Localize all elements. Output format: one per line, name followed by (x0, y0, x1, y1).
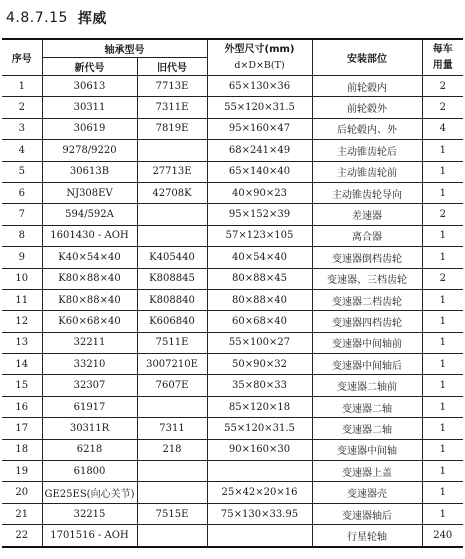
cell-quantity: 1 (422, 289, 463, 310)
cell-dimensions (207, 461, 312, 482)
cell-new-code: 61800 (42, 461, 137, 482)
cell-dimensions: 25×42×20×16 (207, 482, 312, 503)
table-row (2, 289, 463, 310)
cell-position: 变速器轴后 (312, 503, 422, 524)
cell-index: 3 (2, 118, 42, 139)
cell-quantity: 1 (422, 161, 463, 182)
bearing-table (2, 40, 463, 546)
cell-old-code: 42708K (137, 182, 207, 203)
cell-dimensions: 40×90×23 (207, 182, 312, 203)
cell-new-code: K60×68×40 (42, 311, 137, 332)
cell-new-code: 33210 (42, 354, 137, 375)
cell-quantity: 1 (422, 482, 463, 503)
cell-position: 主动锥齿轮后 (312, 140, 422, 161)
cell-old-code (137, 225, 207, 246)
cell-quantity: 1 (422, 332, 463, 353)
cell-index: 12 (2, 311, 42, 332)
cell-quantity: 1 (422, 418, 463, 439)
cell-dimensions: 75×130×33.95 (207, 503, 312, 524)
table-row (2, 418, 463, 439)
section-title: 挥威 (77, 11, 107, 27)
cell-position: 变速器倒档齿轮 (312, 247, 422, 268)
cell-old-code (137, 140, 207, 161)
cell-new-code: 6218 (42, 439, 137, 460)
cell-quantity: 1 (422, 439, 463, 460)
table-row (2, 332, 463, 353)
header-new-code: 新代号 (42, 58, 137, 76)
cell-position: 主动锥齿轮导向 (312, 182, 422, 203)
header-quantity-line2: 用量 (432, 59, 453, 71)
cell-position: 差速器 (312, 204, 422, 225)
cell-quantity: 1 (422, 182, 463, 203)
cell-old-code: 7311E (137, 97, 207, 118)
cell-old-code: 7819E (137, 118, 207, 139)
cell-old-code: 218 (137, 439, 207, 460)
table-row (2, 375, 463, 396)
cell-quantity: 1 (422, 140, 463, 161)
cell-dimensions: 55×120×31.5 (207, 97, 312, 118)
cell-quantity: 2 (422, 97, 463, 118)
cell-old-code: K405440 (137, 247, 207, 268)
cell-old-code (137, 525, 207, 546)
section-heading (6, 6, 107, 30)
cell-dimensions: 95×152×39 (207, 204, 312, 225)
header-quantity-line1: 每车 (432, 43, 453, 55)
cell-position: 变速器二档齿轮 (312, 289, 422, 310)
cell-new-code: 594/592A (42, 204, 137, 225)
cell-new-code: K40×54×40 (42, 247, 137, 268)
cell-position: 变速器、三档齿轮 (312, 268, 422, 289)
cell-old-code: K808845 (137, 268, 207, 289)
cell-new-code: 30311 (42, 97, 137, 118)
cell-dimensions: 55×100×27 (207, 332, 312, 353)
header-bearing-model: 轴承型号 (42, 40, 207, 58)
cell-quantity: 1 (422, 247, 463, 268)
cell-quantity: 2 (422, 76, 463, 97)
cell-index: 21 (2, 503, 42, 524)
cell-old-code: 7713E (137, 76, 207, 97)
cell-index: 17 (2, 418, 42, 439)
cell-position: 变速器二轴 (312, 396, 422, 417)
cell-old-code (137, 482, 207, 503)
cell-new-code: 32211 (42, 332, 137, 353)
header-quantity (422, 40, 463, 76)
cell-new-code: 1701516 - AOH (42, 525, 137, 546)
cell-index: 11 (2, 289, 42, 310)
cell-dimensions: 40×54×40 (207, 247, 312, 268)
cell-index: 5 (2, 161, 42, 182)
cell-position: 变速器中间轴 (312, 439, 422, 460)
cell-new-code: 30311R (42, 418, 137, 439)
cell-index: 2 (2, 97, 42, 118)
cell-quantity: 2 (422, 268, 463, 289)
cell-new-code: 30613 (42, 76, 137, 97)
cell-new-code: 1601430 - AOH (42, 225, 137, 246)
cell-old-code: K808840 (137, 289, 207, 310)
header-dimensions (207, 40, 312, 76)
header-index: 序号 (2, 40, 42, 76)
cell-quantity: 1 (422, 311, 463, 332)
cell-index: 9 (2, 247, 42, 268)
cell-dimensions: 65×140×40 (207, 161, 312, 182)
table-body (2, 76, 463, 546)
cell-new-code: NJ308EV (42, 182, 137, 203)
cell-old-code: 7515E (137, 503, 207, 524)
cell-position: 变速器上盖 (312, 461, 422, 482)
cell-dimensions: 68×241×49 (207, 140, 312, 161)
cell-dimensions: 35×80×33 (207, 375, 312, 396)
cell-index: 8 (2, 225, 42, 246)
cell-old-code: 7607E (137, 375, 207, 396)
table-row (2, 225, 463, 246)
cell-new-code: 30619 (42, 118, 137, 139)
cell-quantity: 1 (422, 225, 463, 246)
cell-new-code: GE25ES(向心关节) (42, 482, 137, 503)
cell-new-code: 32215 (42, 503, 137, 524)
cell-index: 20 (2, 482, 42, 503)
cell-quantity: 1 (422, 375, 463, 396)
table-row (2, 161, 463, 182)
cell-new-code: 30613B (42, 161, 137, 182)
cell-old-code: K606840 (137, 311, 207, 332)
cell-position: 前轮毂外 (312, 97, 422, 118)
cell-position: 变速器壳 (312, 482, 422, 503)
table-row (2, 525, 463, 546)
table-row (2, 396, 463, 417)
table-row (2, 140, 463, 161)
cell-dimensions: 60×68×40 (207, 311, 312, 332)
cell-position: 变速器中间轴前 (312, 332, 422, 353)
cell-old-code: 3007210E (137, 354, 207, 375)
cell-position: 离合器 (312, 225, 422, 246)
header-old-code: 旧代号 (137, 58, 207, 76)
table-row (2, 503, 463, 524)
cell-position: 变速器四档齿轮 (312, 311, 422, 332)
cell-dimensions: 85×120×18 (207, 396, 312, 417)
cell-position: 前轮毂内 (312, 76, 422, 97)
table-row (2, 268, 463, 289)
cell-index: 13 (2, 332, 42, 353)
cell-new-code: 9278/9220 (42, 140, 137, 161)
cell-dimensions: 90×160×30 (207, 439, 312, 460)
cell-index: 1 (2, 76, 42, 97)
cell-new-code: 32307 (42, 375, 137, 396)
bearing-table-container (2, 38, 463, 548)
table-row (2, 204, 463, 225)
cell-old-code (137, 396, 207, 417)
cell-dimensions: 57×123×105 (207, 225, 312, 246)
table-row (2, 247, 463, 268)
table-row (2, 482, 463, 503)
cell-old-code: 27713E (137, 161, 207, 182)
cell-dimensions: 95×160×47 (207, 118, 312, 139)
table-row (2, 182, 463, 203)
cell-dimensions: 80×88×40 (207, 289, 312, 310)
cell-dimensions: 55×120×31.5 (207, 418, 312, 439)
cell-index: 22 (2, 525, 42, 546)
cell-index: 7 (2, 204, 42, 225)
cell-new-code: K80×88×40 (42, 289, 137, 310)
table-row (2, 97, 463, 118)
cell-position: 变速器中间轴后 (312, 354, 422, 375)
cell-dimensions (207, 525, 312, 546)
cell-dimensions: 50×90×32 (207, 354, 312, 375)
cell-new-code: K80×88×40 (42, 268, 137, 289)
cell-position: 主动锥齿轮前 (312, 161, 422, 182)
section-number: 4.8.7.15 (6, 10, 68, 26)
table-row (2, 461, 463, 482)
cell-old-code (137, 461, 207, 482)
cell-index: 18 (2, 439, 42, 460)
cell-position: 后轮毂内、外 (312, 118, 422, 139)
cell-position: 变速器二轴 (312, 418, 422, 439)
cell-quantity: 240 (422, 525, 463, 546)
table-row (2, 439, 463, 460)
cell-quantity: 1 (422, 354, 463, 375)
cell-old-code: 7311 (137, 418, 207, 439)
header-dimensions-line2: d×D×B(T) (234, 59, 285, 71)
table-row (2, 354, 463, 375)
cell-old-code (137, 204, 207, 225)
cell-quantity: 1 (422, 461, 463, 482)
cell-position: 变速器二轴前 (312, 375, 422, 396)
table-row (2, 118, 463, 139)
cell-index: 16 (2, 396, 42, 417)
cell-index: 6 (2, 182, 42, 203)
cell-old-code: 7511E (137, 332, 207, 353)
cell-dimensions: 80×88×45 (207, 268, 312, 289)
cell-index: 14 (2, 354, 42, 375)
cell-dimensions: 65×130×36 (207, 76, 312, 97)
cell-quantity: 1 (422, 503, 463, 524)
cell-index: 19 (2, 461, 42, 482)
cell-quantity: 4 (422, 118, 463, 139)
table-row (2, 311, 463, 332)
cell-new-code: 61917 (42, 396, 137, 417)
header-dimensions-line1: 外型尺寸(mm) (224, 43, 295, 55)
cell-index: 10 (2, 268, 42, 289)
cell-quantity: 1 (422, 396, 463, 417)
header-position: 安装部位 (312, 40, 422, 76)
cell-index: 4 (2, 140, 42, 161)
cell-position: 行星轮轴 (312, 525, 422, 546)
table-row (2, 76, 463, 97)
cell-index: 15 (2, 375, 42, 396)
cell-quantity: 2 (422, 204, 463, 225)
